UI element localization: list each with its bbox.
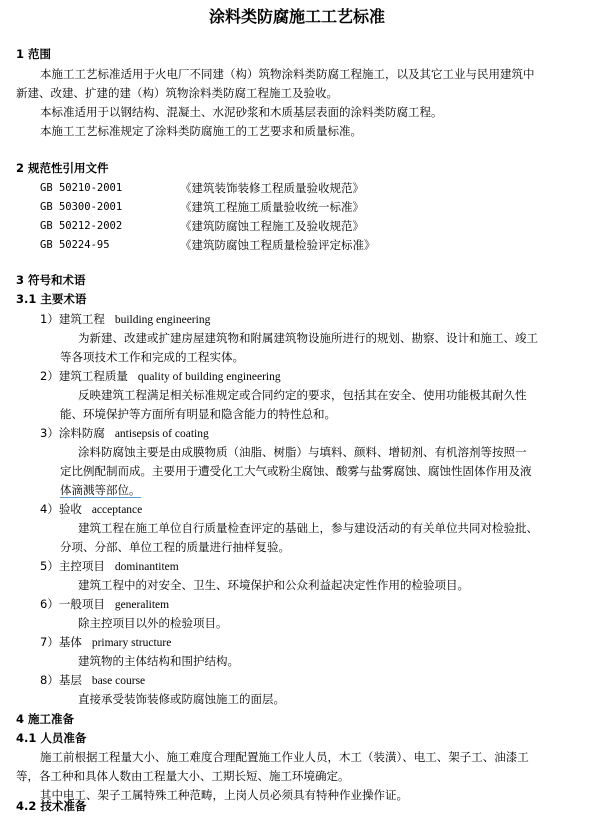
term-english: acceptance [91,504,143,516]
term-label: 7）基体 primary structure [40,635,172,649]
term-english: quality of building engineering [137,371,281,383]
term-desc-line: 涂料防腐蚀主要是由成膜物质（油脂、树脂）与填料、颜料、增韧剂、有机溶剂等按照一 [78,445,527,459]
ref-code: GB 50212-2002 [40,220,123,232]
ref-code: GB 50224-95 [40,239,110,251]
section-4-1-heading: 4.1 人员准备 [16,731,87,745]
term-label: 3）涂料防腐 antisepsis of coating [40,426,209,440]
term-desc-line: 分项、分部、单位工程的质量进行抽样复验。 [60,540,290,554]
term-label: 1）建筑工程 building engineering [40,312,211,326]
section-1-heading: 1 范围 [16,47,52,61]
term-english: antisepsis of coating [114,428,209,440]
s1-line-3: 本标准适用于以钢结构、混凝土、水泥砂浆和木质基层表面的涂料类防腐工程。 [40,105,443,119]
term-desc-line: 定比例配制而成。主要用于遭受化工大气或粉尘腐蚀、酸雾与盐雾腐蚀、腐蚀性固体作用及液 [60,464,532,478]
ref-name: 《建筑工程施工质量验收统一标准》 [180,200,364,214]
section-4-heading: 4 施工准备 [16,712,75,726]
term-desc-line: 建筑工程在施工单位自行质量检查评定的基础上，参与建设活动的有关单位共同对检验批、 [78,521,538,535]
term-desc-line: 建筑工程中的对安全、卫生、环境保护和公众利益起决定性作用的检验项目。 [78,578,469,592]
section-3-heading: 3 符号和术语 [16,273,86,287]
term-english: generalitem [114,599,170,611]
s1-line-2: 新建、改建、扩建的建（构）筑物涂料类防腐工程施工及验收。 [16,86,338,100]
term-desc-line: 除主控项目以外的检验项目。 [78,616,228,630]
ref-name: 《建筑防腐蚀工程质量检验评定标准》 [180,238,376,252]
document-title: 涂料类防腐施工工艺标准 [208,7,385,26]
term-desc-line: 反映建筑工程满足相关标准规定或合同约定的要求，包括其在安全、使用功能极其耐久性 [78,388,527,402]
section-2-heading: 2 规范性引用文件 [16,161,109,175]
s4-line-2: 等，各工种和具体人数由工程量大小、工期长短、施工环境确定。 [16,769,350,783]
s1-line-4: 本施工工艺标准规定了涂料类防腐施工的工艺要求和质量标准。 [40,124,362,138]
term-english: primary structure [91,637,172,649]
ref-code: GB 50300-2001 [40,201,123,213]
term-desc-line: 能、环境保护等方面所有明显和隐含能力的特性总和。 [60,407,336,421]
term-desc-line: 体滴溅等部位。 [60,483,141,497]
term-label: 8）基层 base course [40,673,146,687]
term-english: base course [91,675,146,687]
s4-line-3: 其中电工、架子工属特殊工种范畴，上岗人员必须具有特种作业操作证。 [40,788,408,802]
term-desc-line: 等各项技术工作和完成的工程实体。 [60,350,244,364]
term-desc-line: 为新建、改建或扩建房屋建筑物和附属建筑物设施所进行的规划、勘察、设计和施工、竣工 [78,331,538,345]
section-3-1-heading: 3.1 主要术语 [16,292,87,306]
ref-code: GB 50210-2001 [40,182,123,194]
term-english: building engineering [114,314,211,326]
term-desc-line: 建筑物的主体结构和围护结构。 [78,654,239,668]
ref-name: 《建筑防腐蚀工程施工及验收规范》 [180,219,364,233]
section-4-2-heading: 4.2 技术准备 [16,799,87,813]
term-label: 6）一般项目 generalitem [40,597,170,611]
term-label: 2）建筑工程质量 quality of building engineering [40,369,281,383]
term-label: 5）主控项目 dominantitem [40,559,179,573]
ref-name: 《建筑装饰装修工程质量验收规范》 [180,181,364,195]
term-english: dominantitem [114,561,179,573]
term-label: 4）验收 acceptance [40,502,143,516]
s1-line-1: 本施工工艺标准适用于火电厂不同建（构）筑物涂料类防腐工程施工，以及其它工业与民用建筑中 [40,67,535,81]
s4-line-1: 施工前根据工程量大小、施工难度合理配置施工作业人员，木工（装潢）、电工、架子工、油漆工 [40,750,529,764]
term-desc-line: 直接承受装饰装修或防腐蚀施工的面层。 [78,692,285,706]
